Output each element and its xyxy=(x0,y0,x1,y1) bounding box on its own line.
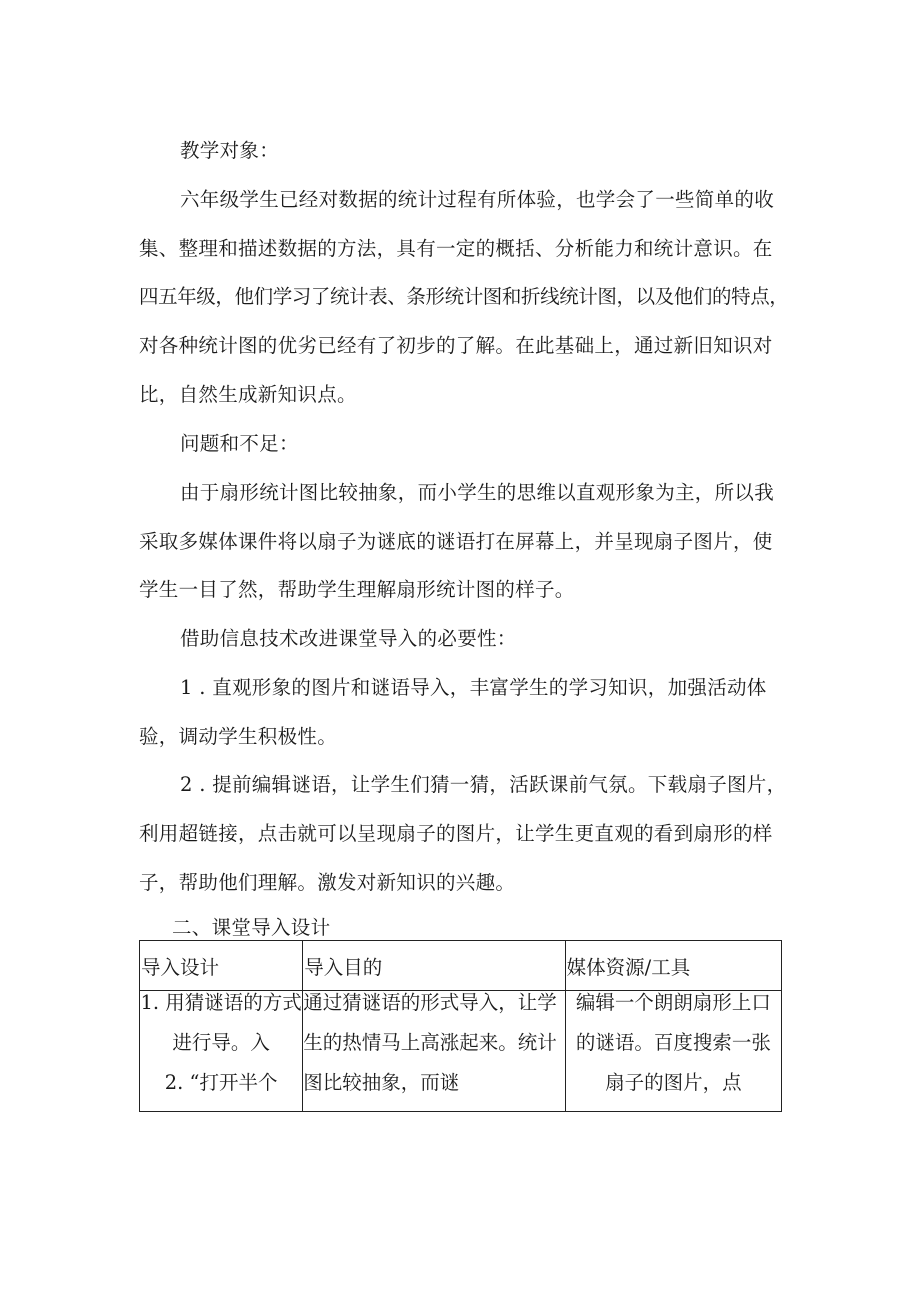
paragraph-line: 四五年级，他们学习了统计表、条形统计图和折线统计图，以及他们的特点， xyxy=(139,285,789,308)
heading-teaching-target: 教学对象： xyxy=(180,139,280,162)
paragraph-line: 比，自然生成新知识点。 xyxy=(139,383,357,406)
list-item-line: 2 . 提前编辑谜语，让学生们猜一猜，活跃课前气氛。下载扇子图片， xyxy=(180,773,787,796)
paragraph-line: 对各种统计图的优劣已经有了初步的了解。在此基础上，通过新旧知识对 xyxy=(139,334,773,357)
cell-line: 扇子的图片，点 xyxy=(605,1071,742,1094)
paragraph-line: 学生一目了然，帮助学生理解扇形统计图的样子。 xyxy=(139,578,575,601)
paragraph-line: 采取多媒体课件将以扇子为谜底的谜语打在屏幕上，并呈现扇子图片，使 xyxy=(139,530,773,553)
cell-line: 1. 用猜谜语的方式 xyxy=(140,991,302,1014)
cell-line: 进行导。入 xyxy=(172,1031,270,1054)
paragraph-line: 六年级学生已经对数据的统计过程有所体验，也学会了一些简单的收 xyxy=(180,188,775,211)
cell-line: 编辑一个朗朗扇形上口 xyxy=(575,991,771,1014)
cell-line: 2. “打开半个 xyxy=(164,1071,278,1094)
table-cell-purpose xyxy=(303,991,565,1112)
cell-line: 生的热情马上高涨起来。统计 xyxy=(303,1031,557,1054)
table-header-row xyxy=(140,941,782,991)
heading-necessity: 借助信息技术改进课堂导入的必要性： xyxy=(180,627,517,650)
paragraph-line: 集、整理和描述数据的方法，具有一定的概括、分析能力和统计意识。在 xyxy=(139,237,773,260)
cell-line: 通过猜谜语的形式导入，让学 xyxy=(303,991,557,1014)
list-item-line: 1 . 直观形象的图片和谜语导入，丰富学生的学习知识，加强活动体 xyxy=(180,676,767,699)
list-item-line: 子，帮助他们理解。激发对新知识的兴趣。 xyxy=(139,871,516,894)
cell-line: 的谜语。百度搜索一张 xyxy=(575,1031,771,1054)
paragraph-line: 由于扇形统计图比较抽象，而小学生的思维以直观形象为主，所以我 xyxy=(180,481,775,504)
table-header-cell: 导入设计 xyxy=(140,941,303,991)
table-cell-media xyxy=(565,991,781,1112)
table-header-cell: 导入目的 xyxy=(303,941,565,991)
cell-line: 图比较抽象，而谜 xyxy=(303,1071,460,1094)
list-item-line: 利用超链接，点击就可以呈现扇子的图片，让学生更直观的看到扇形的样 xyxy=(139,822,773,845)
design-table xyxy=(139,940,782,1112)
list-item-line: 验，调动学生积极性。 xyxy=(139,725,338,748)
heading-classroom-design: 二、课堂导入设计 xyxy=(172,916,331,939)
table-cell-design xyxy=(140,991,303,1112)
heading-problems: 问题和不足： xyxy=(180,432,299,455)
table-row xyxy=(140,991,782,1112)
table-header-cell: 媒体资源/工具 xyxy=(565,941,781,991)
